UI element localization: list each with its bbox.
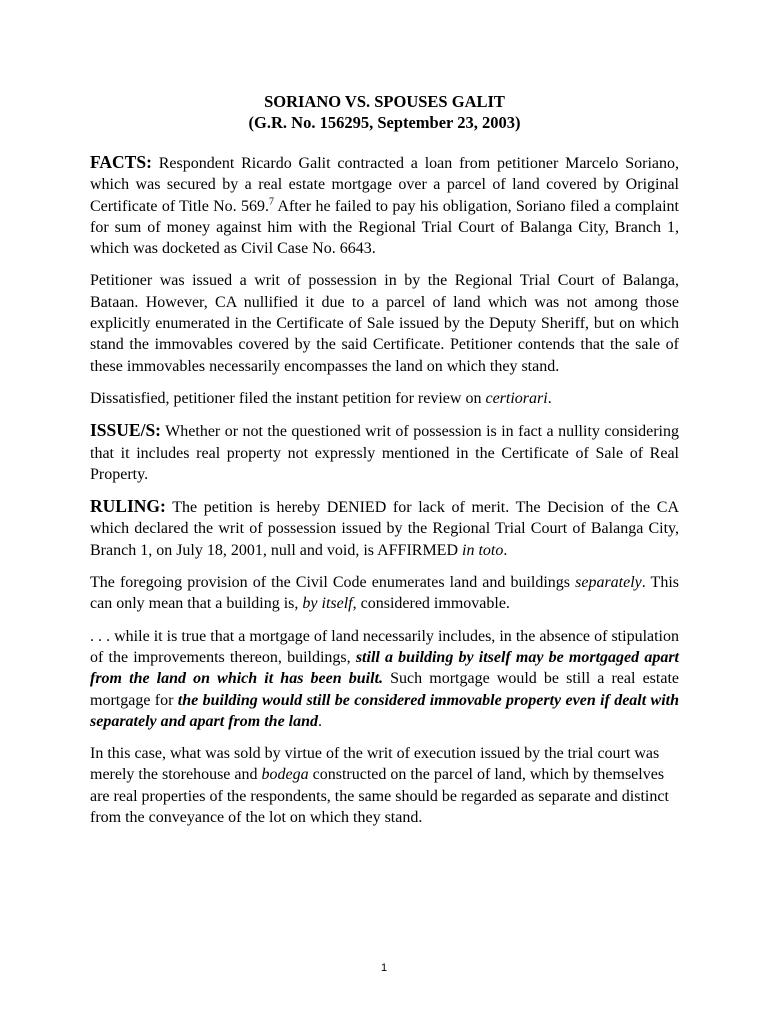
civil-code-text-1: The foregoing provision of the Civil Code enumerates land and buildings xyxy=(90,574,576,592)
issue-paragraph xyxy=(90,420,679,485)
footnote-reference: 7 xyxy=(268,196,274,208)
civil-code-text-3: , considered immovable. xyxy=(352,595,510,613)
certiorari-term: certiorari xyxy=(485,389,548,407)
quote-text-2: Such mortgage would be still a real estate mortgage for xyxy=(90,670,679,709)
issue-label: ISSUE/S: xyxy=(90,420,162,441)
facts-text-2: After he failed to pay his obligation, Soriano filed a complaint for sum of money against him with the Regional Trial Court of Balanga City, Branch 1, which was docketed as Civil Case No. 6643. xyxy=(90,197,679,258)
dissatisfied-paragraph xyxy=(90,388,679,409)
quote-emphasis-1: still a building by itself may be mortgaged apart from the land on which it has been built. xyxy=(90,648,679,688)
ruling-end: . xyxy=(503,541,508,559)
facts-text-1: Respondent Ricardo Galit contracted a loan from petitioner Marcelo Soriano, which was secured by a real estate mortgage over a parcel of land covered by Original Certificate of Title No. 569. xyxy=(90,155,679,215)
ruling-text: The petition is hereby DENIED for lack of merit. The Decision of the CA which declared the writ of possession issued by the Regional Trial Court of Balanga City, Branch 1, on July 18, 2001, null and void, is AFFIRMED xyxy=(90,499,679,559)
issue-text: Whether or not the questioned writ of possession is in fact a nullity considering that it includes real property not expressly mentioned in the Certificate of Sale of Real Property. xyxy=(90,423,679,483)
facts-paragraph xyxy=(90,152,679,259)
quote-end: . xyxy=(318,712,323,730)
in-toto-term: in toto xyxy=(462,541,504,559)
facts-label: FACTS: xyxy=(90,152,152,172)
writ-paragraph: Petitioner was issued a writ of possession in by the Regional Trial Court of Balanga, Bataan. However, CA nullified it due to a parcel of land which was not among those explicitly enumerated in the Certificate of Sale issued by the Deputy Sheriff, but on which stand the immovables covered by the said Certificate. Petitioner contends that the sale of these immovables necessarily encompasses the land on which they stand. xyxy=(90,272,679,375)
by-itself-term: by itself xyxy=(302,595,353,613)
conclusion-text-1: In this case, what was sold by virtue of the writ of execution issued by the trial court was merely the storehouse and xyxy=(90,745,660,784)
civil-code-paragraph xyxy=(90,572,679,615)
conclusion-text-2: constructed on the parcel of land, which by themselves are real properties of the respondents, the same should be regarded as separate and distinct from the conveyance of the lot on which they stand. xyxy=(90,766,669,827)
dissatisfied-text: Dissatisfied, petitioner filed the instant petition for review on xyxy=(90,389,486,407)
page-number: 1 xyxy=(380,962,388,974)
quoted-paragraph xyxy=(90,626,679,732)
separately-term: separately xyxy=(575,574,642,592)
case-citation: (G.R. No. 156295, September 23, 2003) xyxy=(248,113,521,132)
bodega-term: bodega xyxy=(261,766,309,784)
case-title: SORIANO VS. SPOUSES GALIT xyxy=(264,92,505,111)
dissatisfied-end: . xyxy=(547,389,552,407)
ruling-label: RULING: xyxy=(90,496,166,517)
ruling-paragraph xyxy=(90,496,679,561)
document-page xyxy=(90,91,679,828)
quote-emphasis-2: the building would still be considered immovable property even if dealt with separately and apart from the land xyxy=(90,691,680,730)
conclusion-paragraph xyxy=(90,743,679,828)
quote-text-1: . . . while it is true that a mortgage of land necessarily includes, in the absence of stipulation of the improvements thereon, buildings, xyxy=(90,627,679,666)
civil-code-text-2: . This can only mean that a building is, xyxy=(90,574,679,613)
